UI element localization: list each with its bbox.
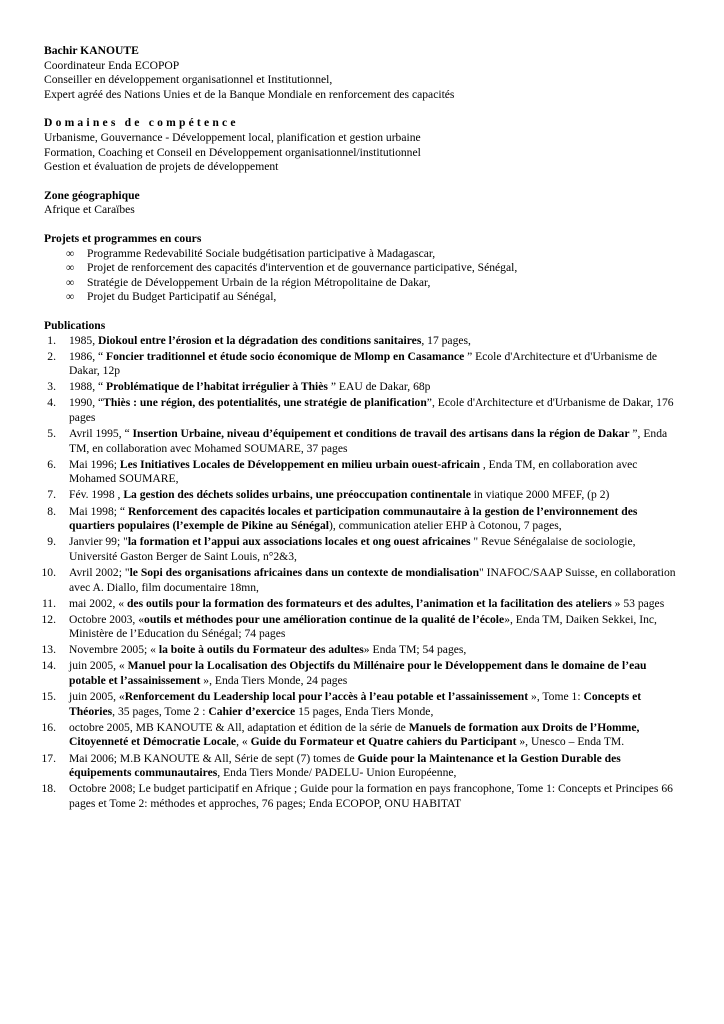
list-item [66, 290, 680, 305]
publication-item [44, 380, 680, 395]
publication-item [44, 505, 680, 534]
publication-text: », Enda TM, Daiken Sekkei, Inc, Ministère de l’Education du Sénégal; 74 pages [69, 612, 657, 641]
publication-item [41, 720, 680, 750]
publication-number: 12. [41, 612, 56, 626]
publication-title: Guide pour la Maintenance et la Gestion Durable des équipements communautaires [69, 751, 621, 780]
publication-item [41, 596, 680, 612]
publication-text: octobre 2005, MB KANOUTE & All, adaptation et édition de la série de [69, 720, 409, 734]
header-section [44, 44, 680, 102]
publication-text: Mai 1996; [69, 457, 120, 471]
publication-number: 13. [41, 643, 56, 657]
publication-title: Renforcement des capacités locales et participation communautaire à la gestion de l’environnement des quartiers populaires (l’exemple de Pikine au Sénégal [69, 504, 638, 533]
publications-list [41, 333, 680, 812]
publication-text: Avril 2002; " [69, 565, 130, 579]
list-item [66, 276, 680, 291]
publication-text: ”, Ecole d'Architecture et d'Urbanisme de Dakar, 176 pages [69, 396, 674, 424]
publication-item [41, 659, 680, 688]
publication-number: 10. [41, 565, 56, 579]
publication-title: Guide du Formateur et Quatre cahiers du Participant [250, 735, 517, 749]
infinity-bullet-icon: ∞ [66, 275, 75, 289]
publication-text: ), communication atelier EHP à Cotonou, 7 pages, [329, 519, 562, 533]
publication-title: La gestion des déchets solides urbains, une préoccupation continentale [123, 488, 471, 502]
publication-item [41, 751, 680, 781]
publication-number: 16. [41, 720, 56, 734]
header-line: Expert agréé des Nations Unies et de la Banque Mondiale en renforcement des capacités [44, 87, 455, 101]
list-item [66, 247, 680, 262]
publication-number: 1. [47, 333, 56, 347]
cv-document [41, 44, 680, 813]
publication-item [41, 643, 680, 658]
domaine-line: Urbanisme, Gouvernance - Développement local, planification et gestion urbaine [44, 130, 421, 144]
publication-number: 11. [41, 596, 56, 610]
publication-title: Insertion Urbaine, niveau d’équipement et conditions de travail des artisans dans la région de Dakar [132, 427, 630, 441]
projet-text: Projet du Budget Participatif au Sénégal, [87, 290, 277, 304]
publication-item [44, 427, 680, 456]
publication-number: 5. [47, 427, 56, 441]
publication-text: " Revue Sénégalaise de sociologie, Université Gaston Berger de Saint Louis, n°2&3, [69, 535, 636, 563]
projets-section [44, 232, 680, 305]
publications-section [41, 318, 680, 812]
publication-item [44, 334, 680, 349]
publication-text: Fév. 1998 , [69, 488, 124, 502]
zone-value: Afrique et Caraïbes [44, 203, 135, 217]
publication-text: , « [236, 735, 251, 749]
publication-text: , 35 pages, Tome 2 : [112, 704, 209, 718]
publication-number: 18. [41, 782, 56, 796]
publication-text: in viatique 2000 MFEF, (p 2) [470, 488, 610, 502]
domaine-line: Formation, Coaching et Conseil en Développement organisationnel/institutionnel [44, 145, 421, 159]
publication-text: ”, Enda TM, en collaboration avec Mohamed SOUMARE, 37 pages [69, 427, 668, 455]
publication-item [41, 690, 680, 719]
publication-number: 6. [47, 457, 56, 471]
publication-text: mai 2002, « [69, 596, 127, 610]
publication-item [41, 782, 680, 811]
publication-text: Mai 2006; M.B KANOUTE & All, Série de sept (7) tomes de [69, 751, 358, 765]
publication-text: 1986, “ [69, 349, 107, 363]
publication-title: la formation et l’appui aux associations locales et ong ouest africaines [127, 535, 471, 549]
publication-text: Mai 1998; “ [69, 504, 128, 518]
domaines-title: Domaines de compétence [44, 116, 239, 130]
publication-title: Concepts et Théories [69, 690, 642, 718]
publication-item [44, 396, 680, 425]
zone-title: Zone géographique [44, 188, 140, 202]
publication-text: », Tome 1: [528, 690, 584, 704]
publication-text: 1990, “ [69, 396, 104, 410]
spacer [44, 305, 680, 319]
projets-title: Projets et programmes en cours [44, 231, 202, 245]
publication-text: juin 2005, « [69, 690, 125, 704]
publication-item [44, 488, 680, 503]
publication-title: Cahier d’exercice [208, 704, 296, 718]
header-line: Coordinateur Enda ECOPOP [44, 58, 180, 72]
publication-item [41, 612, 680, 642]
zone-section [44, 189, 680, 218]
publication-text: », Enda Tiers Monde, 24 pages [200, 674, 348, 688]
publication-text: » Enda TM; 54 pages, [363, 643, 467, 657]
publication-text: Janvier 99; " [69, 535, 128, 549]
projet-text: Programme Redevabilité Sociale budgétisation participative à Madagascar, [87, 246, 436, 260]
publications-title: Publications [44, 318, 106, 332]
publication-text: Octobre 2008; Le budget participatif en Afrique ; Guide pour la formation en pays francophone, Tome 1: Concepts et Principes 66 pages et Tome 2: méthodes et approches, 76 pages; Enda ECOPOP, ONU HABITAT [69, 782, 673, 810]
publication-text: », Unesco – Enda TM. [516, 735, 625, 749]
publication-text: » 53 pages [611, 596, 665, 610]
publication-title: Foncier traditionnel et étude socio économique de Mlomp en Casamance [106, 349, 465, 363]
publication-text: Novembre 2005; « [69, 643, 159, 657]
publication-text: 15 pages, Enda Tiers Monde, [295, 704, 434, 718]
publication-title: la boite à outils du Formateur des adultes [158, 643, 364, 657]
publication-title: Les Initiatives Locales de Développement en milieu urbain ouest-africain [119, 457, 480, 471]
projet-text: Stratégie de Développement Urbain de la région Métropolitaine de Dakar, [87, 275, 431, 289]
publication-text: ” EAU de Dakar, 68p [327, 380, 431, 394]
domaine-line: Gestion et évaluation de projets de développement [44, 160, 279, 174]
publication-text: 1988, “ [69, 380, 107, 394]
publication-text: juin 2005, « [69, 659, 128, 673]
publication-title: le Sopi des organisations africaines dans un contexte de mondialisation [129, 565, 480, 579]
publication-number: 3. [47, 380, 56, 394]
infinity-bullet-icon: ∞ [66, 261, 75, 275]
publication-text: , Enda TM, en collaboration avec Mohamed SOUMARE, [69, 457, 638, 486]
publication-item [44, 458, 680, 487]
publication-title: Thiès : une région, des potentialités, une stratégie de planification [103, 396, 427, 410]
publication-number: 4. [47, 396, 56, 410]
publication-text: Octobre 2003, « [69, 612, 145, 626]
publication-title: Problématique de l’habitat irrégulier à Thiès [106, 380, 328, 394]
publication-title: outils et méthodes pour une amélioration continue de la qualité de l’école [144, 612, 505, 626]
publication-text: ” Ecole d'Architecture et d'Urbanisme de Dakar, 12p [69, 349, 658, 378]
publication-item [41, 565, 680, 595]
projets-list [44, 247, 680, 305]
publication-number: 2. [47, 349, 56, 363]
publication-title: Renforcement du Leadership local pour l’accès à l’eau potable et l’assainissement [124, 690, 529, 704]
publication-title: Manuel pour la Localisation des Objectifs du Millénaire pour le Développement dans le domaine de l’eau potable et l’assainissement [69, 659, 647, 688]
publication-text: , Enda Tiers Monde/ PADELU- Union Européenne, [217, 766, 457, 780]
infinity-bullet-icon: ∞ [66, 290, 75, 304]
author-name: Bachir KANOUTE [44, 44, 139, 57]
publication-number: 8. [47, 504, 56, 518]
publication-title: Manuels de formation aux Droits de l’Homme, Citoyenneté et Démocratie Locale [69, 720, 640, 749]
publication-number: 15. [41, 690, 56, 704]
list-item [66, 261, 680, 276]
publication-title: des outils pour la formation des formateurs et des adultes, l’animation et la facilitation des ateliers [126, 596, 612, 610]
publication-number: 14. [41, 659, 56, 673]
publication-title: Diokoul entre l’érosion et la dégradation des conditions sanitaires [97, 333, 422, 347]
publication-text: , 17 pages, [421, 333, 471, 347]
infinity-bullet-icon: ∞ [66, 246, 75, 260]
publication-text: " INAFOC/SAAP Suisse, en collaboration avec A. Diallo, film documentaire 18mn, [69, 565, 676, 594]
publication-text: 1985, [69, 333, 98, 347]
domaines-section [44, 116, 680, 174]
spacer [44, 102, 680, 116]
header-line: Conseiller en développement organisationnel et Institutionnel, [44, 73, 333, 87]
publication-number: 17. [41, 751, 56, 765]
publication-text: Avril 1995, “ [69, 427, 133, 441]
publication-item [44, 350, 680, 379]
publication-number: 7. [47, 488, 56, 502]
spacer [44, 218, 680, 232]
spacer [44, 175, 680, 189]
publication-number: 9. [47, 535, 56, 549]
projet-text: Projet de renforcement des capacités d'intervention et de gouvernance participative, Sénégal, [87, 261, 518, 275]
publication-item [44, 535, 680, 564]
